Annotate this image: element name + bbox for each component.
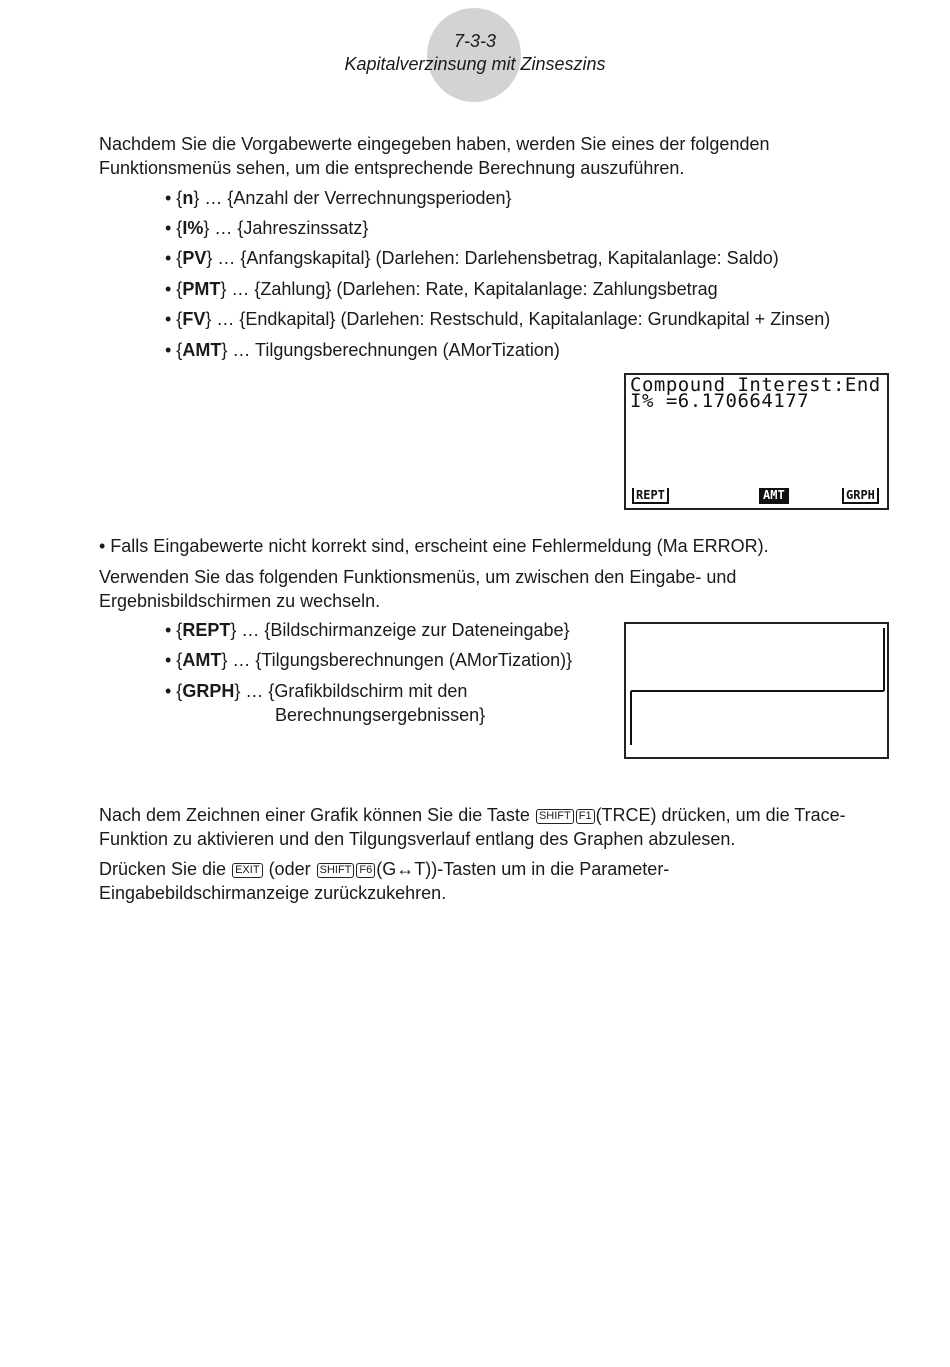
intro-paragraph: Nachdem Sie die Vorgabewerte eingegeben haben, werden Sie eines der folgenden Funktionsmenüs sehen, um die entsprechende Berechnung auszuführen. [99,134,770,178]
page-number: 7-3-3 [453,31,497,51]
calculator-screen-graph [624,622,889,759]
softkey-amt: AMT [759,488,789,504]
screen-line-2: I% =6.170664177 [630,390,810,412]
f1-key-icon: F1 [576,809,595,824]
list-item: • {AMT} … Tilgungsberechnungen (AMorTization) [165,340,560,360]
softkey-grph: GRPH [842,488,879,504]
exit-key-icon: EXIT [232,863,262,878]
shift-key-icon: SHIFT [317,863,355,878]
screen-line-1: Compound Interest:End [630,374,881,396]
exit-paragraph: Drücken Sie die EXIT (oder SHIFT F6 (G↔T))-Tasten um in die Parameter-Eingabebildschirmanzeige zurückzukehren. [99,859,670,903]
f6-key-icon: F6 [356,863,375,878]
calculator-screen-result [624,373,889,510]
switch-paragraph: Verwenden Sie das folgenden Funktionsmenüs, um zwischen den Eingabe- und Ergebnisbildschirmen zu wechseln. [99,567,737,611]
list-item: • {PMT} … {Zahlung} (Darlehen: Rate, Kapitalanlage: Zahlungsbetrag [165,279,718,299]
list-item: • {I%} … {Jahreszinssatz} [165,218,369,238]
shift-key-icon: SHIFT [536,809,574,824]
list-item: • {AMT} … {Tilgungsberechnungen (AMorTization)} [165,650,573,670]
list-item: • {n} … {Anzahl der Verrechnungsperioden} [165,188,512,208]
list-item: • {REPT} … {Bildschirmanzeige zur Dateneingabe} [165,620,570,640]
softkey-rept: REPT [632,488,669,504]
error-note: • Falls Eingabewerte nicht korrekt sind, erscheint eine Fehlermeldung (Ma ERROR). [99,536,769,556]
list-item: • {GRPH} … {Grafikbildschirm mit den Berechnungsergebnissen} [165,681,486,725]
list-item: • {PV} … {Anfangskapital} (Darlehen: Darlehensbetrag, Kapitalanlage: Saldo) [165,248,779,268]
trace-paragraph: Nach dem Zeichnen einer Grafik können Sie die Taste SHIFT F1 (TRCE) drücken, um die Trace-Funktion zu aktivieren und den Tilgungsverlauf entlang des Graphen abzulesen. [99,805,846,849]
graph-axes [626,624,887,757]
list-item: • {FV} … {Endkapital} (Darlehen: Restschuld, Kapitalanlage: Grundkapital + Zinsen) [165,309,831,329]
page-title: Kapitalverzinsung mit Zinseszins [344,54,606,74]
